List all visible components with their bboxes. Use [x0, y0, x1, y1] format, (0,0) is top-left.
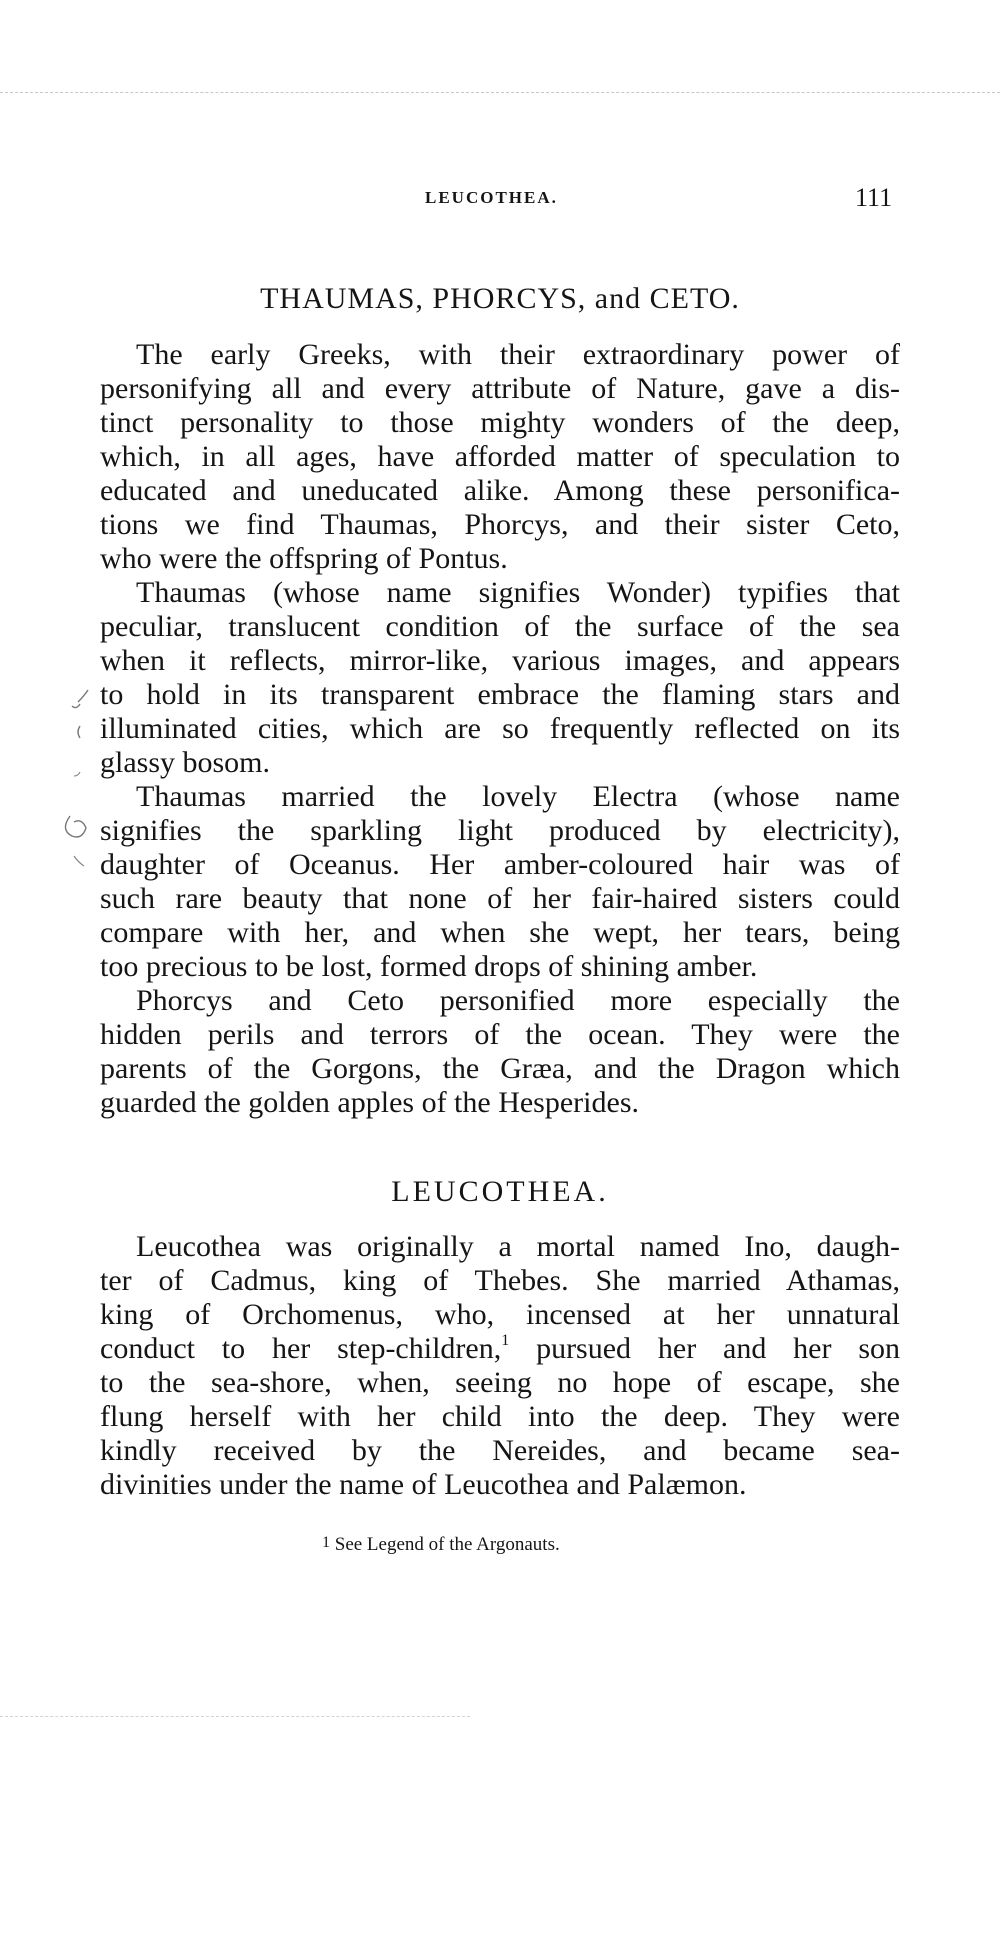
text-line: which, in all ages, have afforded matter of speculation to [100, 440, 900, 473]
text-line: to the sea-shore, when, seeing no hope of escape, she [100, 1366, 900, 1399]
text-line: king of Orchomenus, who, incensed at her unnatural [100, 1298, 900, 1331]
text-line: Thaumas married the lovely Electra (whose name [136, 780, 900, 813]
text-line: when it reflects, mirror-like, various images, and appears [100, 644, 900, 677]
text-line: illuminated cities, which are so frequently reflected on its [100, 712, 900, 745]
text-line: who were the offspring of Pontus. [100, 542, 508, 575]
text-line: personifying all and every attribute of Nature, gave a dis- [100, 372, 900, 405]
scan-edge-bottom [0, 1716, 470, 1718]
text-line-with-footnote [100, 1332, 900, 1366]
text-line: too precious to be lost, formed drops of shining amber. [100, 950, 758, 983]
footnote-text: See Legend of the Argonauts. [334, 1534, 560, 1555]
text-line: flung herself with her child into the deep. They were [100, 1400, 900, 1433]
page-number: 111 [855, 183, 893, 212]
text-line: to hold in its transparent embrace the flaming stars and [100, 678, 900, 711]
text-line: guarded the golden apples of the Hesperides. [100, 1086, 639, 1119]
footnote-reference: 1 [501, 1332, 510, 1349]
text-line: daughter of Oceanus. Her amber-coloured hair was of [100, 848, 900, 881]
text-line: peculiar, translucent condition of the surface of the sea [100, 610, 900, 643]
text-line: kindly received by the Nereides, and became sea- [100, 1434, 900, 1467]
scan-edge-top [0, 92, 1000, 94]
section-heading-thaumas: THAUMAS, PHORCYS, and CETO. [260, 282, 740, 315]
running-title: LEUCOTHEA. [425, 188, 558, 207]
margin-pencil-mark [40, 688, 90, 878]
text-fragment: pursued her and her son [509, 1332, 900, 1365]
text-line: tinct personality to those mighty wonders of the deep, [100, 406, 900, 439]
section-body-leucothea [100, 1230, 900, 1502]
text-line: The early Greeks, with their extraordinary power of [136, 338, 900, 371]
text-line: compare with her, and when she wept, her tears, being [100, 916, 900, 949]
text-line: parents of the Gorgons, the Græa, and the Dragon which [100, 1052, 900, 1085]
text-line: such rare beauty that none of her fair-haired sisters could [100, 882, 900, 915]
text-fragment: conduct to her step-children, [100, 1332, 502, 1365]
text-line: divinities under the name of Leucothea and Palæmon. [100, 1468, 747, 1501]
footnote [322, 1534, 560, 1556]
text-line: ter of Cadmus, king of Thebes. She married Athamas, [100, 1264, 900, 1297]
text-line: glassy bosom. [100, 746, 271, 779]
text-line: tions we find Thaumas, Phorcys, and their sister Ceto, [100, 508, 900, 541]
text-line: hidden perils and terrors of the ocean. They were the [100, 1018, 900, 1051]
text-line: Phorcys and Ceto personified more especially the [136, 984, 900, 1017]
text-line: Leucothea was originally a mortal named Ino, daugh- [136, 1230, 900, 1263]
section-heading-leucothea: LEUCOTHEA. [391, 1175, 609, 1208]
text-line: Thaumas (whose name signifies Wonder) typifies that [136, 576, 900, 609]
footnote-marker: 1 [322, 1534, 330, 1551]
text-line: educated and uneducated alike. Among these personifica- [100, 474, 900, 507]
section-body-thaumas [100, 338, 900, 1120]
text-line: signifies the sparkling light produced by electricity), [100, 814, 900, 847]
